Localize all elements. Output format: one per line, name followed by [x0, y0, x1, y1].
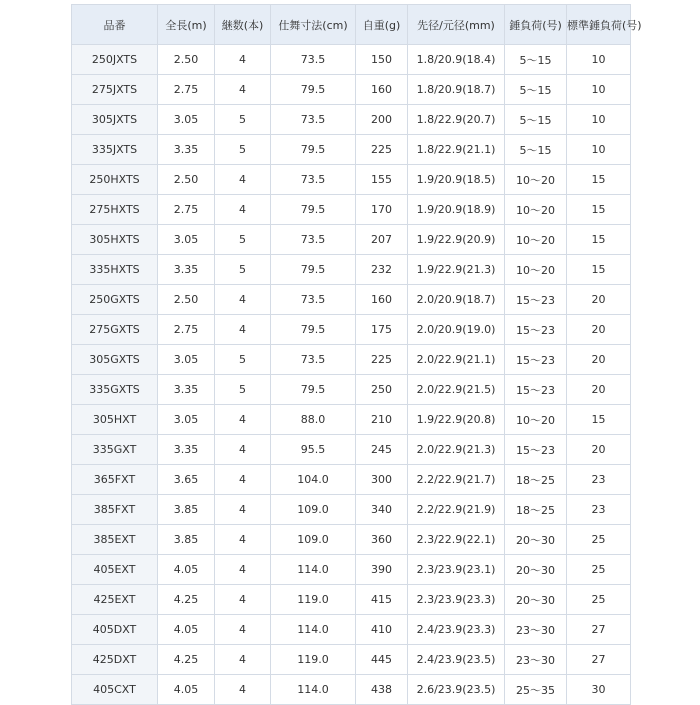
cell-sections: 4	[215, 465, 271, 495]
cell-sinker-load: 15～23	[505, 375, 567, 405]
cell-model: 405DXT	[72, 615, 158, 645]
cell-model: 405EXT	[72, 555, 158, 585]
table-row	[72, 525, 631, 555]
cell-weight: 210	[356, 405, 408, 435]
cell-length: 3.85	[158, 525, 215, 555]
cell-closed-length: 73.5	[271, 225, 356, 255]
cell-weight: 390	[356, 555, 408, 585]
cell-sections: 5	[215, 135, 271, 165]
cell-sections: 4	[215, 495, 271, 525]
table-row	[72, 255, 631, 285]
cell-tip-butt-diameter: 2.2/22.9(21.9)	[408, 495, 505, 525]
cell-sinker-load: 15～23	[505, 285, 567, 315]
cell-sections: 5	[215, 345, 271, 375]
cell-length: 3.35	[158, 255, 215, 285]
cell-model: 385FXT	[72, 495, 158, 525]
cell-length: 2.50	[158, 165, 215, 195]
cell-sections: 5	[215, 255, 271, 285]
cell-closed-length: 79.5	[271, 255, 356, 285]
cell-tip-butt-diameter: 2.3/23.9(23.1)	[408, 555, 505, 585]
cell-model: 335GXTS	[72, 375, 158, 405]
cell-standard-sinker-load: 20	[567, 435, 631, 465]
cell-tip-butt-diameter: 2.4/23.9(23.5)	[408, 645, 505, 675]
cell-tip-butt-diameter: 1.9/22.9(20.8)	[408, 405, 505, 435]
cell-sinker-load: 10～20	[505, 255, 567, 285]
table-row	[72, 645, 631, 675]
cell-sections: 4	[215, 195, 271, 225]
cell-closed-length: 73.5	[271, 285, 356, 315]
cell-sinker-load: 10～20	[505, 195, 567, 225]
header-model: 品番	[72, 5, 158, 45]
table-row	[72, 435, 631, 465]
cell-model: 250GXTS	[72, 285, 158, 315]
cell-weight: 232	[356, 255, 408, 285]
cell-tip-butt-diameter: 2.3/22.9(22.1)	[408, 525, 505, 555]
cell-model: 250HXTS	[72, 165, 158, 195]
table-row	[72, 285, 631, 315]
cell-standard-sinker-load: 27	[567, 615, 631, 645]
cell-tip-butt-diameter: 1.9/22.9(21.3)	[408, 255, 505, 285]
cell-standard-sinker-load: 23	[567, 495, 631, 525]
cell-closed-length: 73.5	[271, 345, 356, 375]
cell-tip-butt-diameter: 1.9/20.9(18.5)	[408, 165, 505, 195]
cell-weight: 445	[356, 645, 408, 675]
table-row	[72, 375, 631, 405]
cell-closed-length: 104.0	[271, 465, 356, 495]
cell-closed-length: 79.5	[271, 75, 356, 105]
cell-sinker-load: 20～30	[505, 555, 567, 585]
table-row	[72, 555, 631, 585]
cell-model: 425DXT	[72, 645, 158, 675]
cell-sinker-load: 5～15	[505, 75, 567, 105]
cell-weight: 175	[356, 315, 408, 345]
table-body	[72, 45, 631, 705]
cell-sections: 4	[215, 585, 271, 615]
cell-length: 2.75	[158, 315, 215, 345]
cell-sections: 4	[215, 75, 271, 105]
cell-standard-sinker-load: 15	[567, 255, 631, 285]
cell-standard-sinker-load: 23	[567, 465, 631, 495]
cell-sections: 5	[215, 225, 271, 255]
cell-sections: 4	[215, 525, 271, 555]
cell-model: 405CXT	[72, 675, 158, 705]
table-row	[72, 105, 631, 135]
cell-length: 4.25	[158, 645, 215, 675]
cell-closed-length: 88.0	[271, 405, 356, 435]
header-sinker-load: 錘負荷(号)	[505, 5, 567, 45]
cell-length: 2.50	[158, 285, 215, 315]
cell-length: 3.65	[158, 465, 215, 495]
spec-table	[71, 4, 642, 705]
header-sections: 継数(本)	[215, 5, 271, 45]
cell-model: 385EXT	[72, 525, 158, 555]
cell-closed-length: 119.0	[271, 645, 356, 675]
cell-standard-sinker-load: 10	[567, 75, 631, 105]
cell-tip-butt-diameter: 1.8/22.9(21.1)	[408, 135, 505, 165]
cell-closed-length: 79.5	[271, 375, 356, 405]
table-row	[72, 75, 631, 105]
cell-sinker-load: 20～30	[505, 525, 567, 555]
table-row	[72, 405, 631, 435]
table-row	[72, 465, 631, 495]
cell-closed-length: 73.5	[271, 105, 356, 135]
cell-closed-length: 79.5	[271, 315, 356, 345]
header-standard-sinker-load: 標準錘負荷(号)	[567, 5, 631, 45]
cell-sections: 4	[215, 435, 271, 465]
cell-closed-length: 109.0	[271, 495, 356, 525]
cell-tip-butt-diameter: 1.8/20.9(18.4)	[408, 45, 505, 75]
cell-tip-butt-diameter: 2.0/22.9(21.5)	[408, 375, 505, 405]
table-row	[72, 165, 631, 195]
cell-length: 4.05	[158, 555, 215, 585]
cell-length: 4.05	[158, 615, 215, 645]
cell-weight: 207	[356, 225, 408, 255]
cell-sections: 4	[215, 45, 271, 75]
cell-length: 2.75	[158, 195, 215, 225]
cell-weight: 200	[356, 105, 408, 135]
cell-model: 335HXTS	[72, 255, 158, 285]
cell-sinker-load: 15～23	[505, 435, 567, 465]
cell-closed-length: 114.0	[271, 555, 356, 585]
cell-standard-sinker-load: 25	[567, 525, 631, 555]
cell-standard-sinker-load: 15	[567, 225, 631, 255]
cell-length: 4.05	[158, 675, 215, 705]
table-row	[72, 615, 631, 645]
cell-weight: 225	[356, 135, 408, 165]
cell-standard-sinker-load: 10	[567, 105, 631, 135]
cell-tip-butt-diameter: 2.0/20.9(18.7)	[408, 285, 505, 315]
header-weight: 自重(g)	[356, 5, 408, 45]
cell-sinker-load: 10～20	[505, 405, 567, 435]
header-row	[72, 5, 631, 45]
header-length: 全長(m)	[158, 5, 215, 45]
cell-sinker-load: 20～30	[505, 585, 567, 615]
cell-closed-length: 95.5	[271, 435, 356, 465]
cell-sinker-load: 10～20	[505, 165, 567, 195]
cell-standard-sinker-load: 30	[567, 675, 631, 705]
cell-closed-length: 109.0	[271, 525, 356, 555]
cell-length: 2.50	[158, 45, 215, 75]
table-row	[72, 315, 631, 345]
cell-model: 250JXTS	[72, 45, 158, 75]
cell-closed-length: 119.0	[271, 585, 356, 615]
cell-sections: 5	[215, 105, 271, 135]
cell-model: 305JXTS	[72, 105, 158, 135]
cell-tip-butt-diameter: 2.6/23.9(23.5)	[408, 675, 505, 705]
cell-weight: 340	[356, 495, 408, 525]
cell-model: 335JXTS	[72, 135, 158, 165]
cell-weight: 250	[356, 375, 408, 405]
cell-standard-sinker-load: 20	[567, 315, 631, 345]
cell-sections: 4	[215, 645, 271, 675]
cell-sections: 4	[215, 555, 271, 585]
cell-weight: 160	[356, 285, 408, 315]
cell-tip-butt-diameter: 2.3/23.9(23.3)	[408, 585, 505, 615]
cell-sections: 5	[215, 375, 271, 405]
cell-sections: 4	[215, 285, 271, 315]
cell-model: 305GXTS	[72, 345, 158, 375]
cell-standard-sinker-load: 25	[567, 585, 631, 615]
cell-standard-sinker-load: 20	[567, 375, 631, 405]
cell-length: 3.05	[158, 105, 215, 135]
cell-model: 275HXTS	[72, 195, 158, 225]
cell-length: 3.05	[158, 405, 215, 435]
cell-model: 275GXTS	[72, 315, 158, 345]
cell-length: 4.25	[158, 585, 215, 615]
cell-closed-length: 114.0	[271, 675, 356, 705]
cell-standard-sinker-load: 15	[567, 405, 631, 435]
cell-length: 3.05	[158, 225, 215, 255]
table-row	[72, 195, 631, 225]
cell-standard-sinker-load: 20	[567, 345, 631, 375]
cell-tip-butt-diameter: 2.4/23.9(23.3)	[408, 615, 505, 645]
cell-sinker-load: 5～15	[505, 45, 567, 75]
table-row	[72, 45, 631, 75]
cell-weight: 360	[356, 525, 408, 555]
cell-standard-sinker-load: 25	[567, 555, 631, 585]
cell-weight: 225	[356, 345, 408, 375]
cell-sinker-load: 18～25	[505, 465, 567, 495]
cell-tip-butt-diameter: 1.9/22.9(20.9)	[408, 225, 505, 255]
cell-tip-butt-diameter: 2.0/20.9(19.0)	[408, 315, 505, 345]
cell-sinker-load: 23～30	[505, 615, 567, 645]
cell-sinker-load: 23～30	[505, 645, 567, 675]
cell-model: 275JXTS	[72, 75, 158, 105]
cell-tip-butt-diameter: 1.8/22.9(20.7)	[408, 105, 505, 135]
cell-tip-butt-diameter: 1.9/20.9(18.9)	[408, 195, 505, 225]
cell-sinker-load: 15～23	[505, 315, 567, 345]
cell-tip-butt-diameter: 2.2/22.9(21.7)	[408, 465, 505, 495]
cell-weight: 155	[356, 165, 408, 195]
cell-closed-length: 73.5	[271, 165, 356, 195]
cell-sections: 4	[215, 165, 271, 195]
cell-model: 305HXT	[72, 405, 158, 435]
cell-closed-length: 79.5	[271, 195, 356, 225]
cell-length: 3.35	[158, 435, 215, 465]
cell-standard-sinker-load: 10	[567, 45, 631, 75]
cell-sections: 4	[215, 405, 271, 435]
cell-weight: 170	[356, 195, 408, 225]
cell-weight: 160	[356, 75, 408, 105]
header-tip-butt-diameter: 先径/元径(mm)	[408, 5, 505, 45]
cell-closed-length: 79.5	[271, 135, 356, 165]
cell-sinker-load: 5～15	[505, 105, 567, 135]
header-closed-length: 仕舞寸法(cm)	[271, 5, 356, 45]
cell-model: 425EXT	[72, 585, 158, 615]
cell-sections: 4	[215, 615, 271, 645]
cell-tip-butt-diameter: 2.0/22.9(21.1)	[408, 345, 505, 375]
cell-closed-length: 73.5	[271, 45, 356, 75]
cell-weight: 245	[356, 435, 408, 465]
cell-model: 365FXT	[72, 465, 158, 495]
cell-standard-sinker-load: 27	[567, 645, 631, 675]
cell-weight: 438	[356, 675, 408, 705]
table-row	[72, 225, 631, 255]
table-row	[72, 495, 631, 525]
cell-sinker-load: 18～25	[505, 495, 567, 525]
cell-length: 3.85	[158, 495, 215, 525]
cell-sinker-load: 5～15	[505, 135, 567, 165]
cell-weight: 415	[356, 585, 408, 615]
cell-weight: 300	[356, 465, 408, 495]
cell-weight: 410	[356, 615, 408, 645]
table-row	[72, 585, 631, 615]
cell-tip-butt-diameter: 2.0/22.9(21.3)	[408, 435, 505, 465]
table-row	[72, 345, 631, 375]
cell-sinker-load: 25～35	[505, 675, 567, 705]
table-row	[72, 135, 631, 165]
cell-tip-butt-diameter: 1.8/20.9(18.7)	[408, 75, 505, 105]
table-row	[72, 675, 631, 705]
cell-length: 2.75	[158, 75, 215, 105]
cell-model: 305HXTS	[72, 225, 158, 255]
cell-model: 335GXT	[72, 435, 158, 465]
cell-sinker-load: 15～23	[505, 345, 567, 375]
cell-length: 3.35	[158, 135, 215, 165]
cell-closed-length: 114.0	[271, 615, 356, 645]
cell-standard-sinker-load: 10	[567, 135, 631, 165]
cell-sections: 4	[215, 315, 271, 345]
cell-sections: 4	[215, 675, 271, 705]
cell-length: 3.35	[158, 375, 215, 405]
cell-length: 3.05	[158, 345, 215, 375]
cell-standard-sinker-load: 20	[567, 285, 631, 315]
cell-standard-sinker-load: 15	[567, 195, 631, 225]
cell-standard-sinker-load: 15	[567, 165, 631, 195]
cell-sinker-load: 10～20	[505, 225, 567, 255]
cell-weight: 150	[356, 45, 408, 75]
